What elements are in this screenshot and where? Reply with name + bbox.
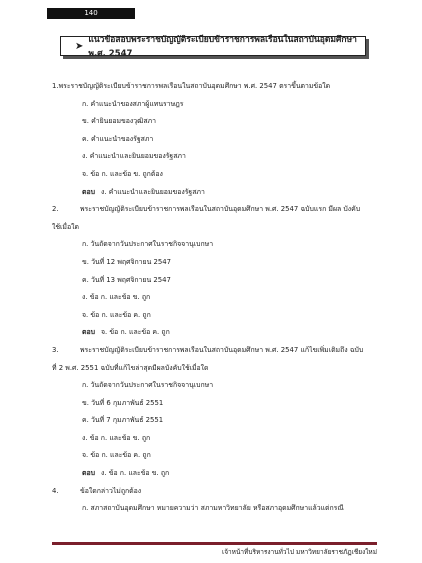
question-3 bbox=[52, 342, 382, 360]
option: ข. คำยินยอมของวุฒิสภา bbox=[82, 117, 156, 126]
option: ง. คำแนะนำและยินยอมของรัฐสภา bbox=[82, 152, 186, 161]
section-title-box bbox=[60, 35, 366, 59]
question-number: 1. bbox=[52, 82, 59, 90]
option: ก. คำแนะนำของสภาผู้แทนราษฎร bbox=[82, 99, 184, 108]
answer bbox=[52, 465, 382, 483]
question-number: 3. bbox=[52, 345, 59, 354]
page-number: 140 bbox=[47, 8, 135, 19]
question-text: พระราชบัญญัติระเบียบข้าราชการพลเรือนในสถาบันอุดมศึกษา พ.ศ. 2547 ตราขึ้นตามข้อใด bbox=[58, 82, 331, 90]
option: ง. ข้อ ก. และข้อ ข. ถูก bbox=[82, 293, 151, 302]
section-title: แนวข้อสอบพระราชบัญญัติระเบียบข้าราชการพลเรือนในสถาบันอุดมศึกษา พ.ศ. 2547 bbox=[88, 35, 357, 59]
footer-rule bbox=[52, 542, 377, 545]
answer-text: จ. ข้อ ก. และข้อ ค. ถูก bbox=[101, 328, 170, 337]
option: ก. วันถัดจากวันประกาศในราชกิจจานุเบกษา bbox=[82, 381, 214, 390]
option: ง. ข้อ ก. และข้อ ข. ถูก bbox=[82, 433, 151, 442]
question-2 bbox=[52, 201, 382, 219]
question-text-cont: ใช้เมื่อใด bbox=[52, 222, 79, 231]
answer-text: ง. ข้อ ก. และข้อ ข. ถูก bbox=[101, 469, 170, 478]
option: ก. วันถัดจากวันประกาศในราชกิจจานุเบกษา bbox=[82, 240, 214, 249]
question-text: ข้อใดกล่าวไม่ถูกต้อง bbox=[80, 486, 142, 495]
option: จ. ข้อ ก. และข้อ ค. ถูก bbox=[82, 310, 151, 319]
option: จ. ข้อ ก. และข้อ ค. ถูก bbox=[82, 451, 151, 460]
question-text-cont: ที่ 2 พ.ศ. 2551 ฉบับที่แก้ไขล่าสุดมีผลบังคับใช้เมื่อใด bbox=[52, 363, 209, 372]
answer-label: ตอบ bbox=[82, 328, 95, 337]
question-number: 2. bbox=[52, 205, 59, 214]
option: ก. สภาสถาบันอุดมศึกษา หมายความว่า สภามหาวิทยาลัย หรือสภาอุดมศึกษาแล้วแต่กรณี bbox=[82, 504, 344, 513]
question-list bbox=[52, 78, 382, 518]
answer bbox=[52, 324, 382, 342]
answer bbox=[52, 184, 382, 202]
question-text: พระราชบัญญัติระเบียบข้าราชการพลเรือนในสถาบันอุดมศึกษา พ.ศ. 2547 แก้ไขเพิ่มเติมถึง ฉบับ bbox=[80, 345, 364, 354]
question-1 bbox=[52, 78, 382, 96]
question-4 bbox=[52, 483, 382, 501]
option: ข. วันที่ 12 พฤศจิกายน 2547 bbox=[82, 257, 172, 266]
answer-text: ง. คำแนะนำและยินยอมของรัฐสภา bbox=[101, 187, 205, 196]
option: ค. คำแนะนำของรัฐสภา bbox=[82, 134, 154, 143]
option: ค. วันที่ 7 กุมภาพันธ์ 2551 bbox=[82, 416, 164, 425]
answer-label: ตอบ bbox=[82, 187, 95, 196]
arrow-bullet-icon: ➤ bbox=[75, 40, 84, 52]
option: จ. ข้อ ก. และข้อ ข. ถูกต้อง bbox=[82, 169, 163, 178]
question-number: 4. bbox=[52, 486, 59, 495]
answer-label: ตอบ bbox=[82, 469, 95, 478]
footer-text: เจ้าหน้าที่บริหารงานทั่วไป มหาวิทยาลัยราชภัฏเชียงใหม่ bbox=[221, 548, 377, 556]
option: ค. วันที่ 13 พฤศจิกายน 2547 bbox=[82, 275, 171, 284]
question-text: พระราชบัญญัติระเบียบข้าราชการพลเรือนในสถาบันอุดมศึกษา พ.ศ. 2547 ฉบับแรก มีผล บังคับ bbox=[80, 205, 361, 214]
option: ข. วันที่ 6 กุมภาพันธ์ 2551 bbox=[82, 398, 164, 407]
